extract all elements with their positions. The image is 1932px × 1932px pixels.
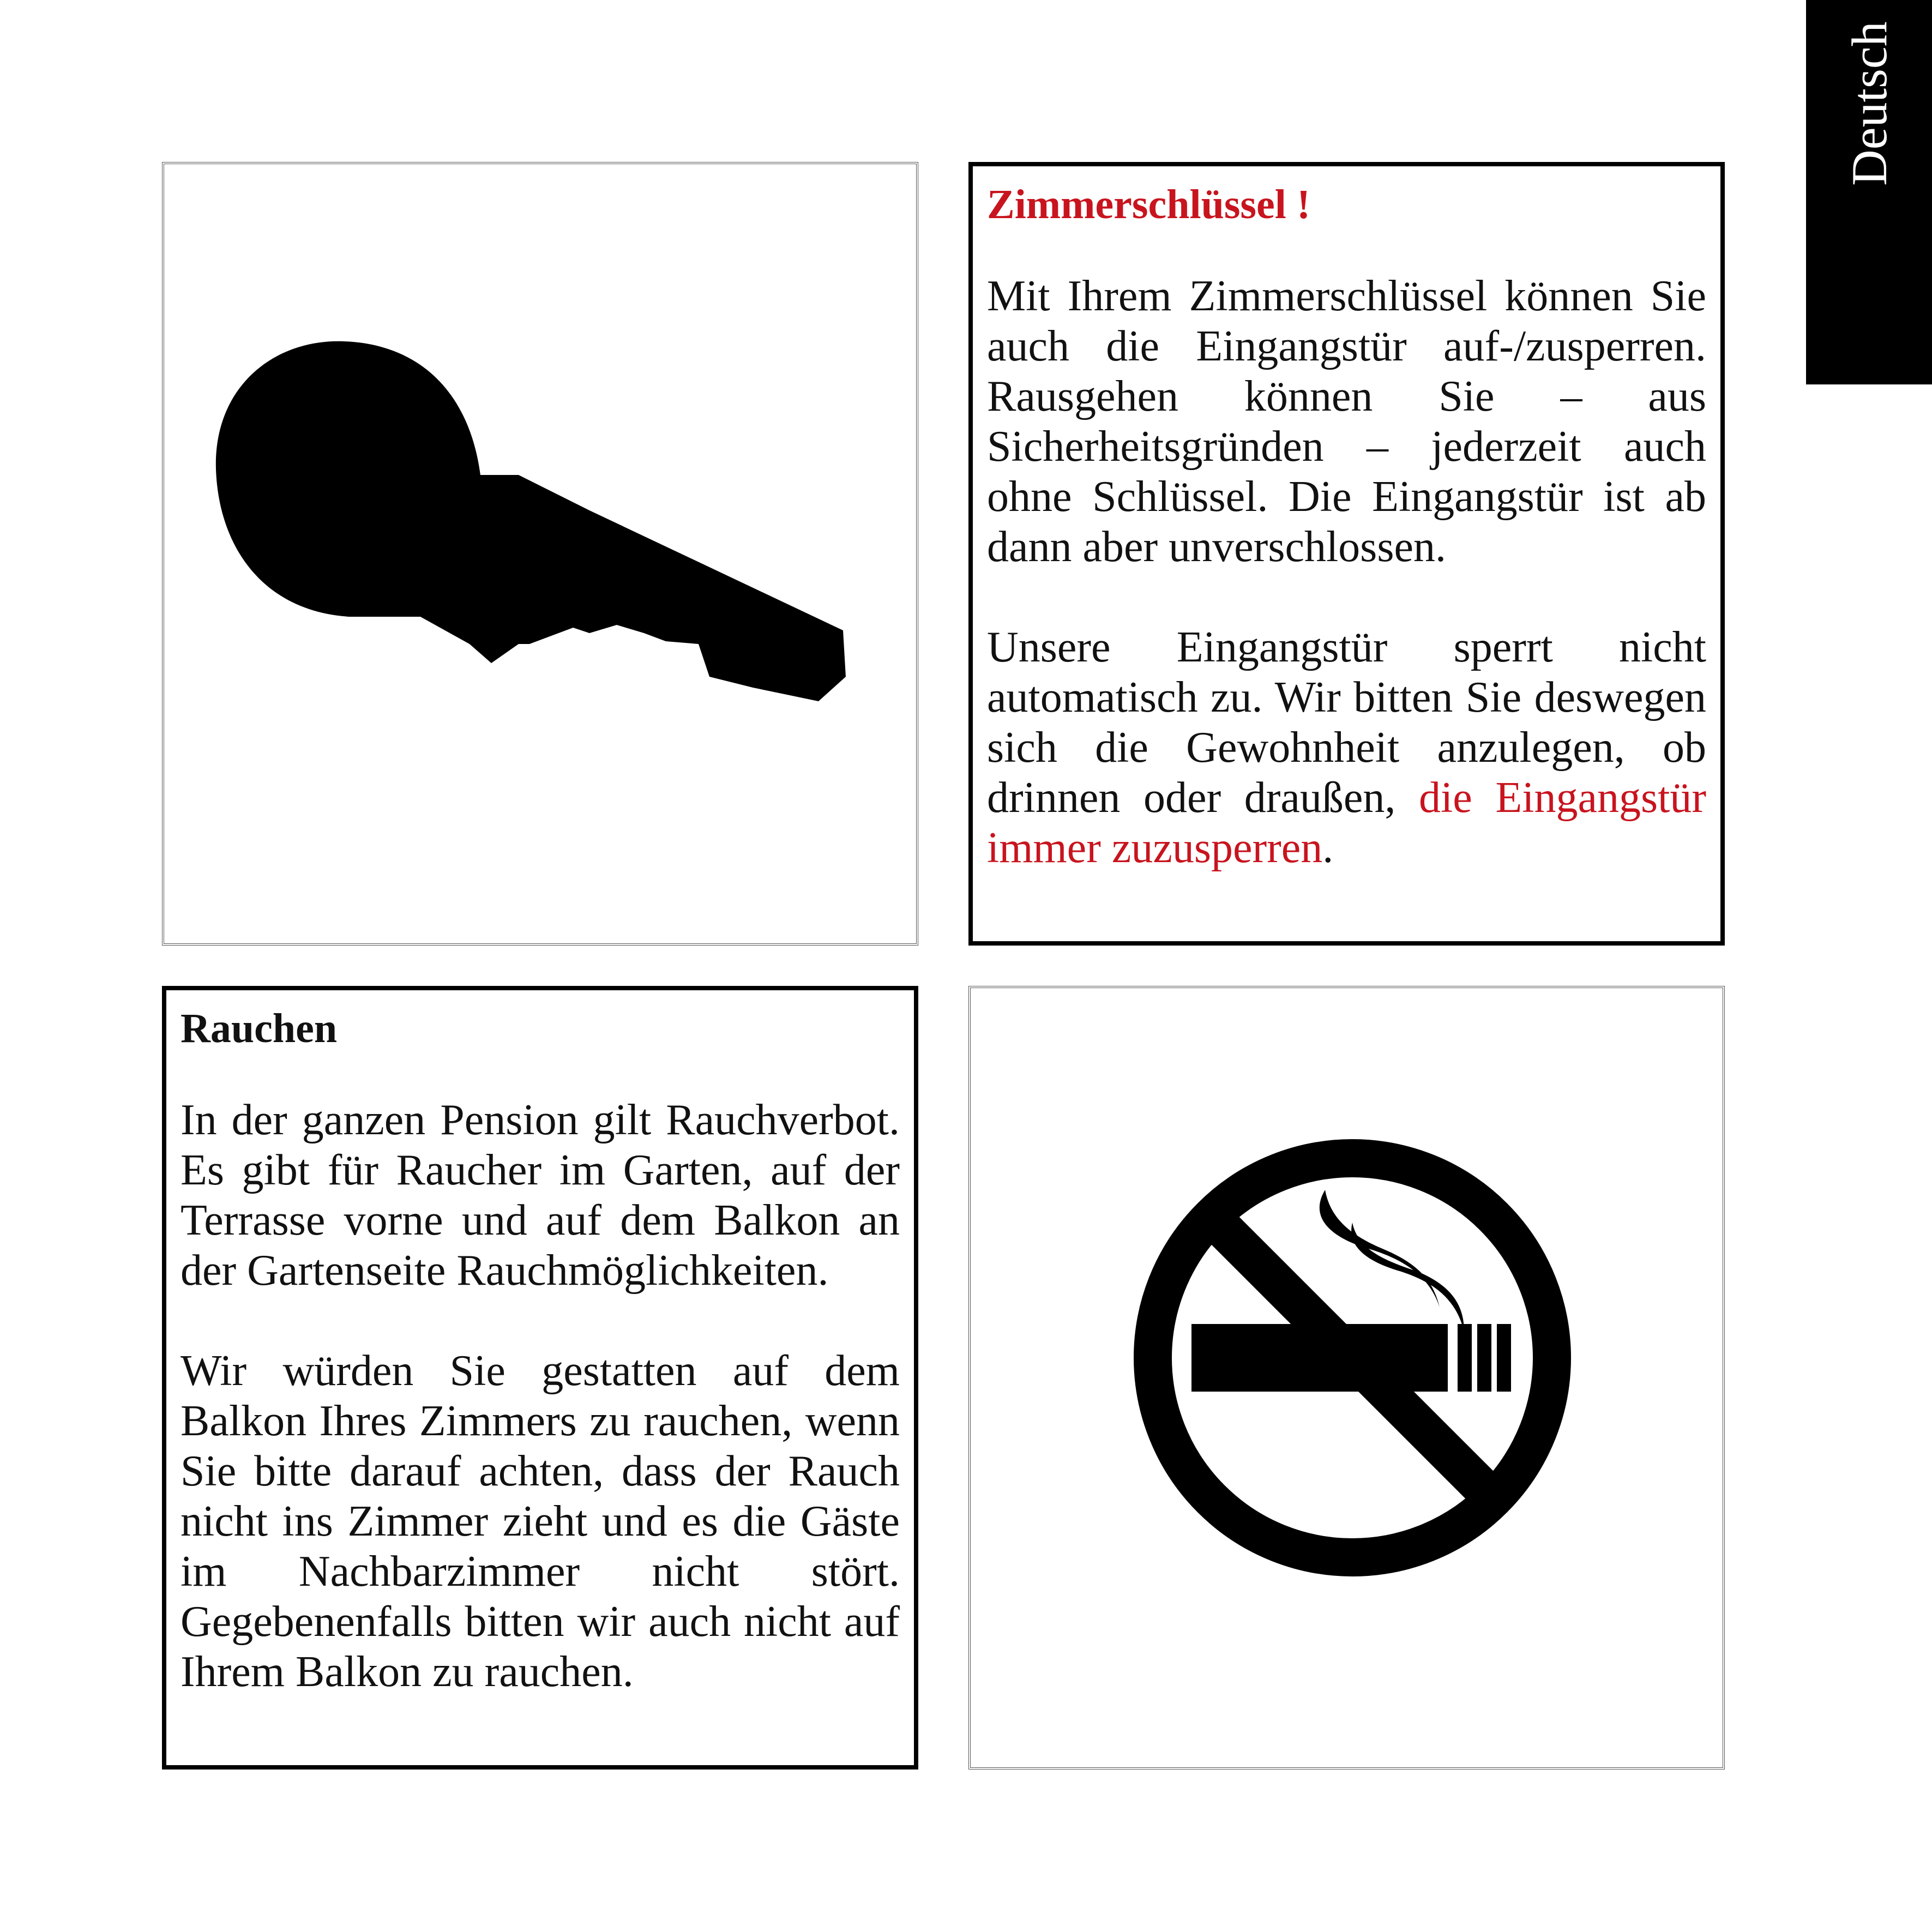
room-key-title-mark: ! [1296,182,1311,227]
language-tab[interactable] [1806,0,1932,384]
room-key-info-panel [968,162,1725,946]
room-key-title: Zimmerschlüssel ! [987,182,1311,227]
language-tab-label: Deutsch [1841,21,1897,186]
no-smoking-icon [971,988,1723,1767]
room-key-paragraph-1: Mit Ihrem Zimmerschlüssel können Sie auch die Eingangstür auf-/zusperren. Rausgehen können Sie – aus Sicherheitsgründen – jederzeit auch ohne Schlüssel. Die Eingangstür ist ab dann aber unverschlossen. [987,272,1706,571]
no-smoking-image-panel [968,986,1725,1770]
smoking-info-panel [162,986,918,1770]
smoking-title: Rauchen [180,1006,338,1051]
smoking-paragraph-2: Wir würden Sie gestatten auf dem Balkon Ihres Zimmers zu rauchen, wenn Sie bitte darauf achten, dass der Rauch nicht ins Zimmer zieht und es die Gäste im Nachbarzimmer nicht stört. Gegebenenfalls bitten wir auch nicht auf Ihrem Balkon zu rauchen. [180,1347,900,1696]
key-icon [164,164,916,943]
smoking-paragraph-1: In der ganzen Pension gilt Rauchverbot. Es gibt für Raucher im Garten, auf der Terrasse vorne und auf dem Balkon an der Gartenseite Rauchmöglichkeiten. [180,1096,900,1295]
lock-door-reminder: die Eingangstür immer zuzusperren [987,774,1706,872]
key-image-panel [162,162,918,946]
room-key-paragraph-2: Unsere Eingangstür sperrt nicht automatisch zu. Wir bitten Sie deswegen sich die Gewohnheit anzulegen, ob drinnen oder draußen, die Eingangstür immer zuzusperren. [987,623,1706,872]
